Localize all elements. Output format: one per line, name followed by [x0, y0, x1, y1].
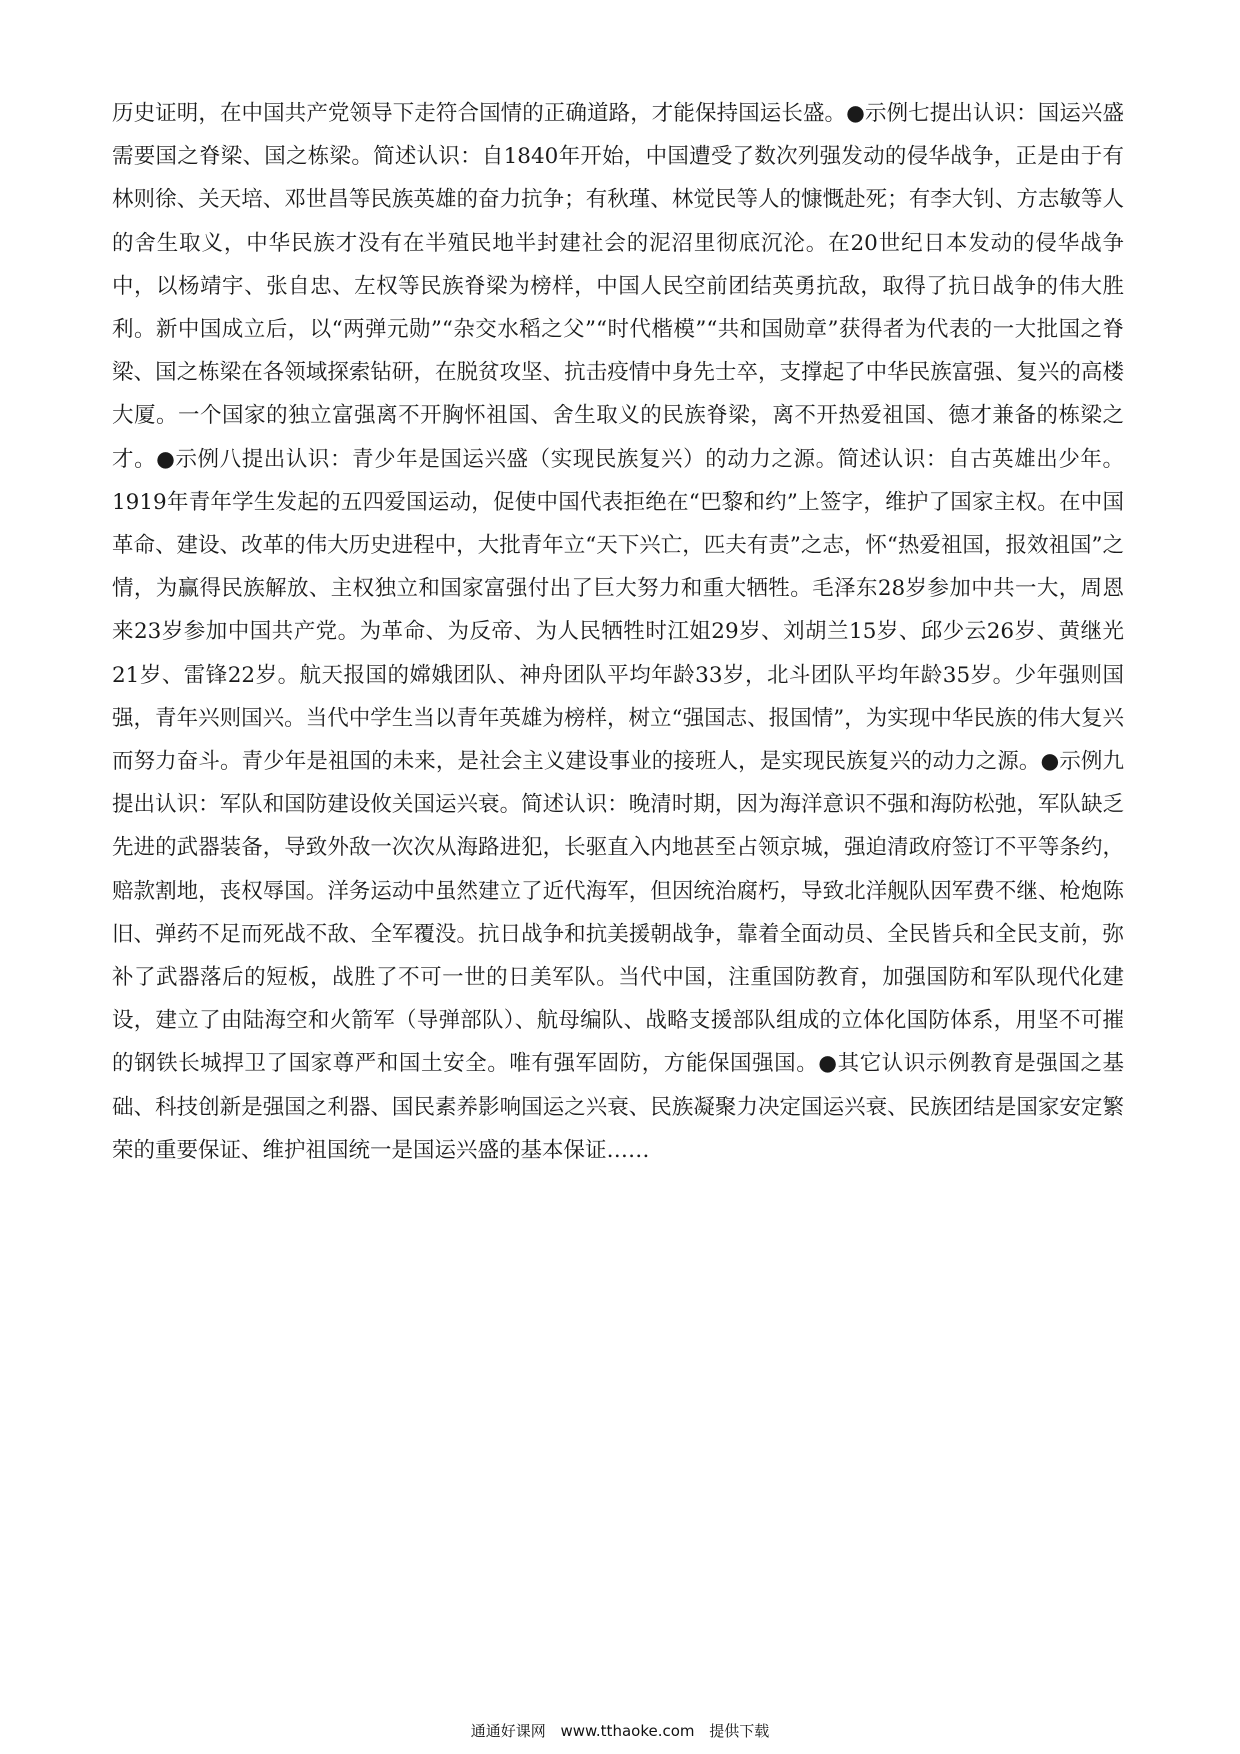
body-text: [112, 92, 1124, 1172]
footer-note: 提供下载: [709, 1722, 770, 1740]
body-paragraph: 历史证明，在中国共产党领导下走符合国情的正确道路，才能保持国运长盛。●示例七提出认识：国运兴盛需要国之脊梁、国之栋梁。简述认识：自1840年开始，中国遭受了数次列强发动的侵华战争，正是由于有林则徐、关天培、邓世昌等民族英雄的奋力抗争；有秋瑾、林觉民等人的慷慨赴死；有李大钊、方志敏等人的舍生取义，中华民族才没有在半殖民地半封建社会的泥沼里彻底沉沦。在20世纪日本发动的侵华战争中，以杨靖宇、张自忠、左权等民族脊梁为榜样，中国人民空前团结英勇抗敌，取得了抗日战争的伟大胜利。新中国成立后，以“两弹元勋”“杂交水稻之父”“时代楷模”“共和国勋章”获得者为代表的一大批国之脊梁、国之栋梁在各领域探索钻研，在脱贫攻坚、抗击疫情中身先士卒，支撑起了中华民族富强、复兴的高楼大厦。一个国家的独立富强离不开胸怀祖国、舍生取义的民族脊梁，离不开热爱祖国、德才兼备的栋梁之才。●示例八提出认识：青少年是国运兴盛（实现民族复兴）的动力之源。简述认识：自古英雄出少年。1919年青年学生发起的五四爱国运动，促使中国代表拒绝在“巴黎和约”上签字，维护了国家主权。在中国革命、建设、改革的伟大历史进程中，大批青年立“天下兴亡，匹夫有责”之志，怀“热爱祖国，报效祖国”之情，为赢得民族解放、主权独立和国家富强付出了巨大努力和重大牺牲。毛泽东28岁参加中共一大，周恩来23岁参加中国共产党。为革命、为反帝、为人民牺牲时江姐29岁、刘胡兰15岁、邱少云26岁、黄继光21岁、雷锋22岁。航天报国的嫦娥团队、神舟团队平均年龄33岁，北斗团队平均年龄35岁。少年强则国强，青年兴则国兴。当代中学生当以青年英雄为榜样，树立“强国志、报国情”，为实现中华民族的伟大复兴而努力奋斗。青少年是祖国的未来，是社会主义建设事业的接班人，是实现民族复兴的动力之源。●示例九提出认识：军队和国防建设攸关国运兴衰。简述认识：晚清时期，因为海洋意识不强和海防松弛，军队缺乏先进的武器装备，导致外敌一次次从海路进犯，长驱直入内地甚至占领京城，强迫清政府签订不平等条约，赔款割地，丧权辱国。洋务运动中虽然建立了近代海军，但因统治腐朽，导致北洋舰队因军费不继、枪炮陈旧、弹药不足而死战不敌、全军覆没。抗日战争和抗美援朝战争，靠着全面动员、全民皆兵和全民支前，弥补了武器落后的短板，战胜了不可一世的日美军队。当代中国，注重国防教育，加强国防和军队现代化建设，建立了由陆海空和火箭军（导弹部队）、航母编队、战略支援部队组成的立体化国防体系，用坚不可摧的钢铁长城捍卫了国家尊严和国土安全。唯有强军固防，方能保国强国。●其它认识示例教育是强国之基础、科技创新是强国之利器、国民素养影响国运之兴衰、民族凝聚力决定国运兴衰、民族团结是国家安定繁荣的重要保证、维护祖国统一是国运兴盛的基本保证……: [112, 101, 1124, 1163]
footer-site-name: 通通好课网: [470, 1722, 546, 1740]
footer-url: www.tthaoke.com: [560, 1722, 695, 1740]
page-footer: [0, 1720, 1240, 1741]
